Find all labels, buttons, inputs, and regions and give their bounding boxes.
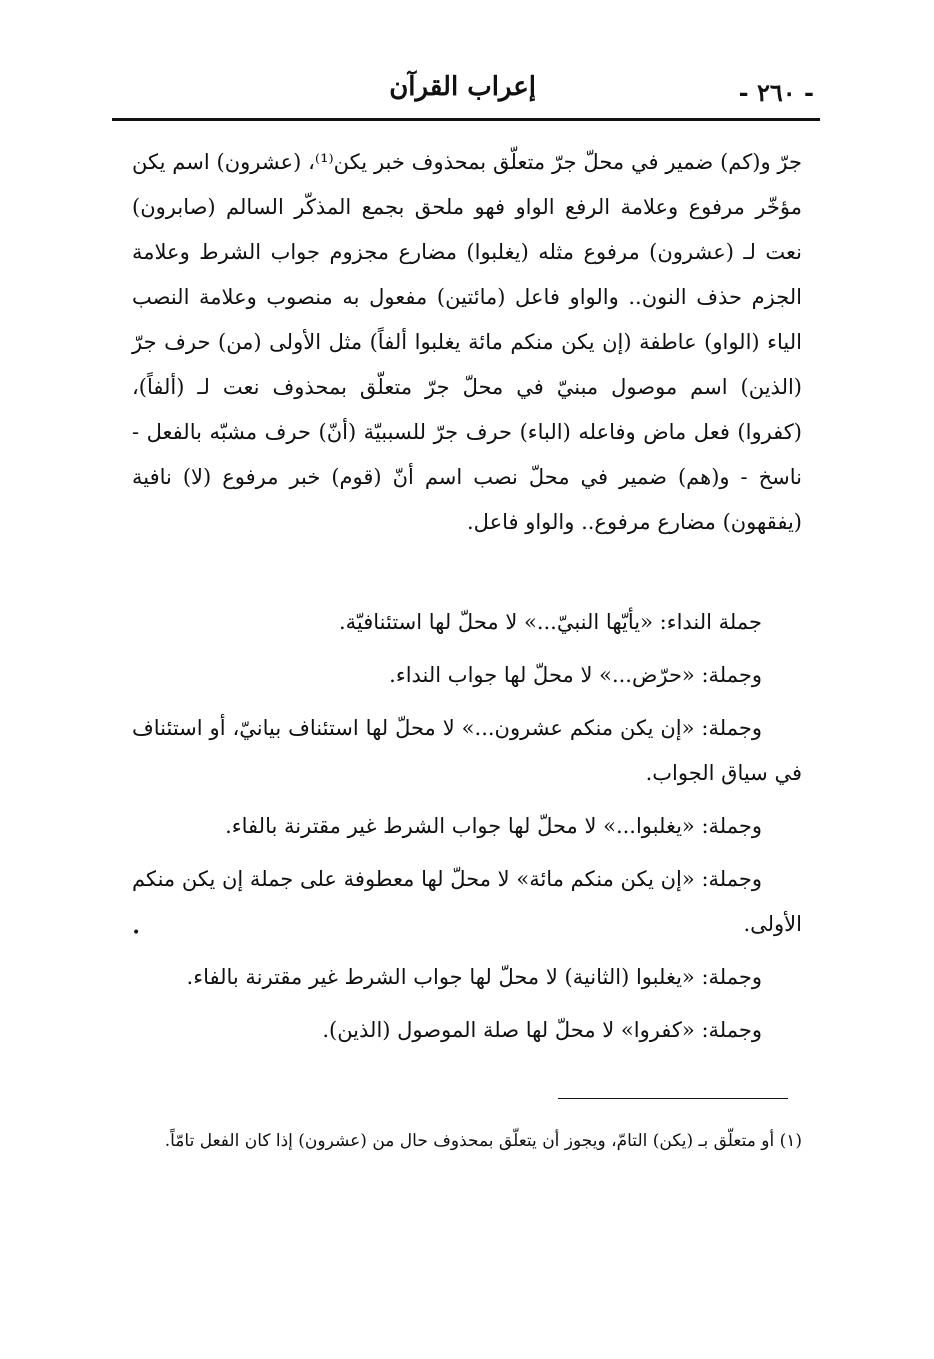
- sentence-item: وجملة: «كفروا» لا محلّ لها صلة الموصول (الذين).: [322, 1018, 762, 1042]
- sentence-item: جملة النداء: «يأيّها النبيّ...» لا محلّ لها استئنافيّة.: [338, 610, 762, 634]
- sentence-item: وجملة: «يغلبوا (الثانية) لا محلّ لها جواب الشرط غير مقترنة بالفاء.: [186, 965, 762, 989]
- running-title: إعراب القرآن: [389, 72, 536, 102]
- sentence-item: وجملة: «حرّض...» لا محلّ لها جواب النداء.: [389, 663, 762, 687]
- sentence-item: وجملة: «يغلبوا...» لا محلّ لها جواب الشرط غير مقترنة بالفاء.: [225, 814, 762, 838]
- main-text: [132, 140, 802, 545]
- footnote: (١) أو متعلّق بـ (يكن) التامّ، ويجوز أن يتعلّق بمحذوف حال من (عشرون) إذا كان الفعل تامّاً.: [164, 1131, 802, 1151]
- page-number: - ٢٦٠ -: [738, 78, 814, 107]
- sentence-item: وجملة: «إن يكن منكم مائة» لا محلّ لها معطوفة على جملة إن يكن منكم الأولى.: [132, 867, 802, 936]
- sentence-list: [132, 600, 802, 1061]
- analysis-paragraph: جرّ و(كم) ضمير في محلّ جرّ متعلّق بمحذوف خبر يكن⁽¹⁾، (عشرون) اسم يكن مؤخّر مرفوع وعلامة الرفع الواو فهو ملحق بجمع المذكّر السالم (صابرون) نعت لـ (عشرون) مرفوع مثله (يغلبوا) مضارع مجزوم جواب الشرط وعلامة الجزم حذف النون.. والواو فاعل (مائتين) مفعول به منصوب وعلامة النصب الياء (الواو) عاطفة (إن يكن منكم مائة يغلبوا ألفاً) مثل الأولى (من) حرف جرّ (الذين) اسم موصول مبنيّ في محلّ جرّ متعلّق بمحذوف نعت لـ (ألفاً)، (كفروا) فعل ماض وفاعله (الباء) حرف جرّ للسببيّة (أنّ) حرف مشبّه بالفعل - ناسخ - و(هم) ضمير في محلّ نصب اسم أنّ (قوم) خبر مرفوع (لا) نافية (يفقهون) مضارع مرفوع.. والواو فاعل.: [132, 150, 802, 534]
- margin-dot: •: [132, 925, 141, 941]
- sentence-item: وجملة: «إن يكن منكم عشرون...» لا محلّ لها استئناف بيانيّ، أو استئناف في سياق الجواب.: [132, 716, 802, 785]
- header-rule: [112, 118, 820, 121]
- footnote-rule: [558, 1098, 788, 1099]
- page-header: [112, 70, 820, 114]
